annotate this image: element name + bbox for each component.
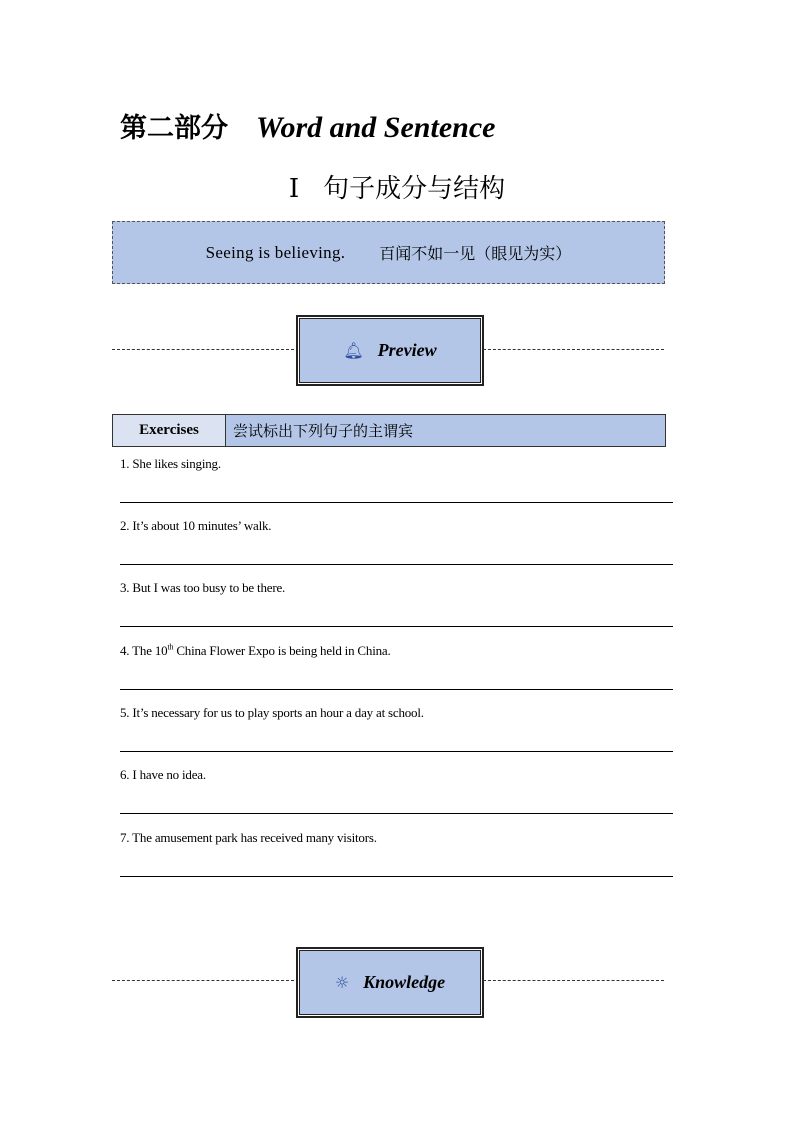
ordinal-suffix: th [167,642,174,652]
exercise-item: 5. It’s necessary for us to play sports an hour a day at school. [120,705,424,720]
part-title-zh: 第二部分 [120,113,228,144]
answer-line[interactable] [120,626,673,627]
exercise-item: 7. The amusement park has received many visitors. [120,830,377,845]
exercise-item: 6. I have no idea. [120,767,206,782]
exercises-header [112,414,666,447]
divider-line-right [483,349,664,350]
preview-box [296,315,484,386]
motto-box [112,221,665,284]
exercise-item: 1. She likes singing. [120,456,221,471]
answer-line[interactable] [120,751,673,752]
exercise-item: 2. It’s about 10 minutes’ walk. [120,518,272,533]
exercises-label: Exercises [113,415,226,446]
part-title [120,110,495,147]
bell-icon: 🔔︎ [343,341,364,360]
section-number: I [288,174,300,204]
answer-line[interactable] [120,876,673,877]
answer-line[interactable] [120,813,673,814]
exercise-item: 3. But I was too busy to be there. [120,580,286,595]
part-title-en: Word and Sentence [256,111,496,144]
preview-label: Preview [377,340,437,360]
answer-line[interactable] [120,502,673,503]
motto-english: Seeing is believing. [205,242,346,262]
divider-line-left [112,980,294,981]
knowledge-box [296,947,484,1018]
divider-line-left [112,349,294,350]
exercises-task: 尝试标出下列句子的主谓宾 [226,415,665,446]
motto-chinese: 百闻不如一见（眼见为实） [379,244,572,263]
knowledge-label: Knowledge [363,972,446,992]
answer-line[interactable] [120,564,673,565]
exercise-item: 4. The 10th China Flower Expo is being held in China. [120,642,391,658]
section-title-text: 句子成分与结构 [323,174,506,204]
sun-icon: ☼ [334,973,350,992]
answer-line[interactable] [120,689,673,690]
divider-line-right [483,980,664,981]
section-title [0,171,794,207]
